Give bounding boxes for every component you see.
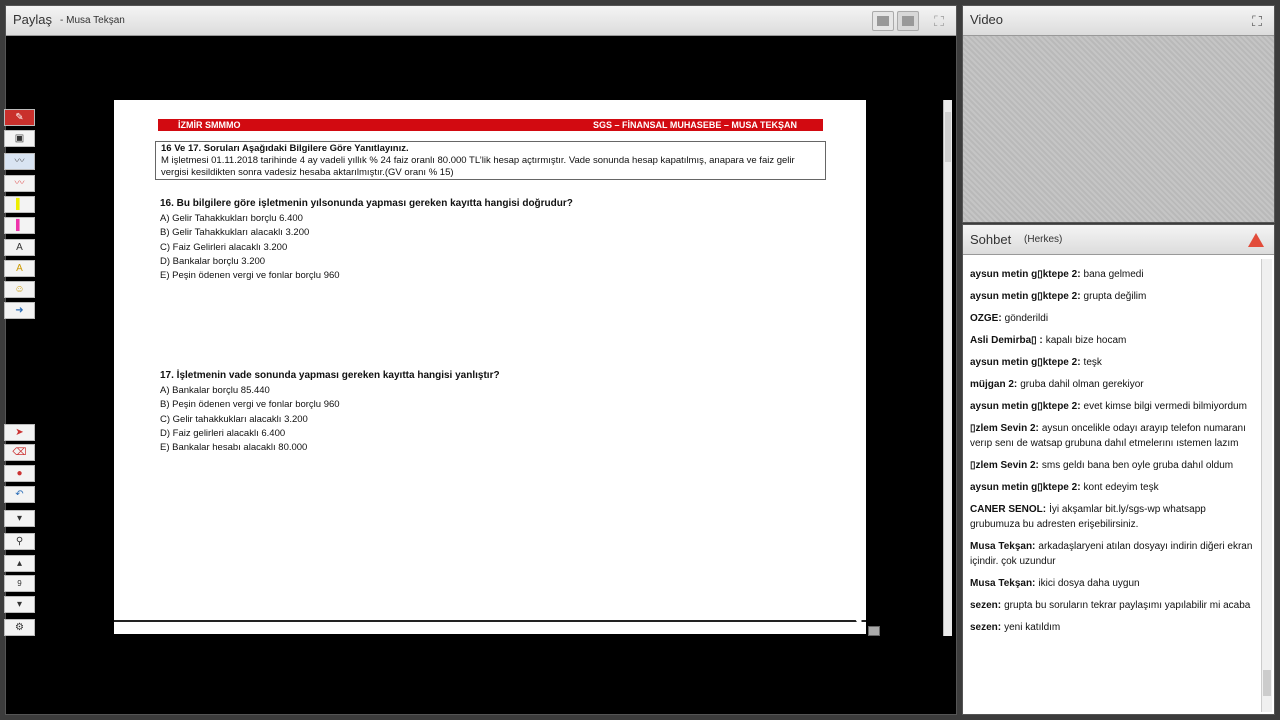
message-sender: Asli Demirba▯ : bbox=[970, 335, 1043, 346]
text-tool-icon[interactable]: A bbox=[4, 239, 35, 256]
option: D) Faiz gelirleri alacaklı 6.400 bbox=[160, 427, 286, 439]
fullscreen-icon[interactable]: ⛶ bbox=[934, 13, 944, 29]
option: B) Peşin ödenen vergi ve fonlar borçlu 960 bbox=[160, 399, 340, 411]
message-sender: sezen: bbox=[970, 600, 1002, 611]
chat-message bbox=[970, 620, 1255, 635]
pink-marker-icon[interactable]: ▌ bbox=[4, 217, 35, 234]
presenter-cursor-icon bbox=[868, 626, 880, 636]
document-page bbox=[114, 100, 866, 634]
pointer-tool-icon[interactable]: ➤ bbox=[4, 424, 35, 441]
emoji-icon[interactable]: ☺ bbox=[4, 281, 35, 298]
fit-width-icon bbox=[877, 16, 889, 26]
option: E) Bankalar hesabı alacaklı 80.000 bbox=[160, 442, 308, 454]
message-text: grupta değilim bbox=[1083, 291, 1147, 302]
chat-message bbox=[970, 289, 1255, 304]
message-sender: müjgan 2: bbox=[970, 379, 1018, 390]
chat-message bbox=[970, 598, 1255, 613]
fit-page-button[interactable] bbox=[897, 11, 919, 31]
banner-right: SGS – FİNANSAL MUHASEBE – MUSA TEKŞAN bbox=[592, 120, 797, 130]
menu-dropdown-icon[interactable]: ▾ bbox=[4, 510, 35, 527]
page-up-icon[interactable]: ▴ bbox=[4, 555, 35, 572]
question-17 bbox=[160, 369, 500, 455]
settings-icon[interactable]: ⚙ bbox=[4, 619, 35, 636]
chat-scrollbar-thumb[interactable] bbox=[1263, 670, 1271, 696]
page-divider bbox=[114, 620, 866, 622]
banner-left: İZMİR SMMMO bbox=[178, 120, 241, 130]
message-text: evet kimse bilgi vermedi bilmiyordum bbox=[1083, 401, 1247, 412]
chat-message bbox=[970, 480, 1255, 495]
message-text: bana gelmedi bbox=[1083, 269, 1144, 280]
message-text: gönderildi bbox=[1004, 313, 1049, 324]
fullscreen-icon[interactable]: ⛶ bbox=[1252, 13, 1262, 29]
message-text: aysun oncelikle odayı arayıp telefon numaranı verıp senı de watsap grubuna dahıl etmelerını ıstemen lazım bbox=[970, 423, 1246, 449]
video-pod-header bbox=[963, 6, 1274, 36]
question-17-text: 17. İşletmenin vade sonunda yapması gereken kayıtta hangisi yanlıştır? bbox=[160, 370, 500, 381]
chat-pod bbox=[962, 224, 1275, 715]
option: A) Gelir Tahakkukları borçlu 6.400 bbox=[160, 213, 303, 225]
message-sender: Musa Tekşan: bbox=[970, 541, 1036, 552]
video-pod-title: Video bbox=[970, 12, 1004, 27]
yellow-marker-icon[interactable]: ▌ bbox=[4, 196, 35, 213]
message-sender: ▯zlem Sevin 2: bbox=[970, 423, 1039, 434]
save-icon[interactable]: ▣ bbox=[4, 130, 35, 147]
option: C) Gelir tahakkukları alacaklı 3.200 bbox=[160, 413, 308, 425]
chat-message bbox=[970, 267, 1255, 282]
message-text: sms geldı bana ben oyle gruba dahıl oldum bbox=[1041, 460, 1234, 471]
message-text: kapalı bize hocam bbox=[1045, 335, 1127, 346]
message-text: gruba dahil olman gerekiyor bbox=[1020, 379, 1144, 390]
info-box-heading: 16 Ve 17. Soruları Aşağıdaki Bilgilere Göre Yanıtlayınız. bbox=[161, 143, 409, 154]
message-sender: aysun metin g▯ktepe 2: bbox=[970, 269, 1081, 280]
message-sender: Musa Tekşan: bbox=[970, 578, 1036, 589]
page-number[interactable]: 9 bbox=[4, 575, 35, 592]
message-sender: sezen: bbox=[970, 622, 1002, 633]
document-scrollbar[interactable] bbox=[943, 100, 952, 636]
page-down-icon[interactable]: ▾ bbox=[4, 596, 35, 613]
pen-tool-icon[interactable]: ✎ bbox=[4, 109, 35, 126]
highlighter-icon[interactable]: 〰 bbox=[4, 153, 35, 170]
info-box bbox=[155, 141, 826, 180]
chat-message bbox=[970, 333, 1255, 348]
arrow-icon[interactable]: ➜ bbox=[4, 302, 35, 319]
message-text: teşk bbox=[1083, 357, 1102, 368]
option: C) Faiz Gelirleri alacaklı 3.200 bbox=[160, 241, 288, 253]
fit-width-button[interactable] bbox=[872, 11, 894, 31]
eraser-icon[interactable]: ⌫ bbox=[4, 444, 35, 461]
message-sender: aysun metin g▯ktepe 2: bbox=[970, 291, 1081, 302]
message-sender: CANER SENOL: bbox=[970, 504, 1047, 515]
message-sender: aysun metin g▯ktepe 2: bbox=[970, 401, 1081, 412]
chat-scope[interactable]: ( Herkes ) bbox=[1024, 234, 1062, 245]
stamp-icon[interactable]: A bbox=[4, 260, 35, 277]
message-text: grupta bu soruların tekrar paylaşımı yapılabilir mi acaba bbox=[1004, 600, 1251, 611]
option: B) Gelir Tahakkukları alacaklı 3.200 bbox=[160, 227, 310, 239]
undo-icon[interactable]: ↶ bbox=[4, 486, 35, 503]
chat-message bbox=[970, 399, 1255, 414]
option: A) Bankalar borçlu 85.440 bbox=[160, 385, 270, 397]
share-pod-title: Paylaş bbox=[13, 12, 53, 27]
document-banner bbox=[158, 119, 823, 131]
fit-page-icon bbox=[902, 16, 914, 26]
message-sender: OZGE: bbox=[970, 313, 1002, 324]
message-text: kont edeyim teşk bbox=[1083, 482, 1159, 493]
clear-icon[interactable]: ● bbox=[4, 465, 35, 482]
chat-message bbox=[970, 311, 1255, 326]
question-16 bbox=[160, 197, 573, 283]
message-text: ikici dosya daha uygun bbox=[1038, 578, 1140, 589]
message-text: İyi akşamlar bit.ly/sgs-wp whatsapp grubumuza bu adresten erişebilirsiniz. bbox=[970, 504, 1206, 530]
chat-message bbox=[970, 502, 1255, 532]
chat-title: Sohbet bbox=[970, 232, 1012, 247]
chat-message bbox=[970, 421, 1255, 451]
chat-message bbox=[970, 377, 1255, 392]
chat-message bbox=[970, 458, 1255, 473]
share-pod-header bbox=[6, 6, 956, 36]
presenter-name: - Musa Tekşan bbox=[60, 15, 125, 26]
chat-message-list bbox=[970, 267, 1255, 642]
chat-header bbox=[963, 225, 1274, 255]
video-pod bbox=[962, 5, 1275, 223]
message-sender: ▯zlem Sevin 2: bbox=[970, 460, 1039, 471]
chat-message bbox=[970, 539, 1255, 569]
message-text: arkadaşlaryeni atılan dosyayı indirin diğeri ekran içindir. çok uzundur bbox=[970, 541, 1253, 567]
message-text: yeni katıldım bbox=[1004, 622, 1061, 633]
option: D) Bankalar borçlu 3.200 bbox=[160, 255, 266, 267]
pencil-icon[interactable]: 〰 bbox=[4, 175, 35, 192]
chat-message bbox=[970, 355, 1255, 370]
chat-message bbox=[970, 576, 1255, 591]
chat-scrollbar[interactable] bbox=[1261, 259, 1272, 712]
scrollbar-thumb[interactable] bbox=[945, 112, 951, 162]
message-sender: aysun metin g▯ktepe 2: bbox=[970, 357, 1081, 368]
zoom-icon[interactable]: ⚲ bbox=[4, 533, 35, 550]
question-16-text: 16. Bu bilgilere göre işletmenin yılsonunda yapması gereken kayıtta hangisi doğrudur? bbox=[160, 198, 573, 209]
message-sender: aysun metin g▯ktepe 2: bbox=[970, 482, 1081, 493]
option: E) Peşin ödenen vergi ve fonlar borçlu 960 bbox=[160, 270, 340, 282]
warning-icon[interactable] bbox=[1248, 233, 1264, 247]
info-box-text: M işletmesi 01.11.2018 tarihinde 4 ay vadeli yıllık % 24 faiz oranlı 80.000 TL’lik hesap açtırmıştır. Vade sonunda hesap kapatılmış, anapara ve faiz gelir vergisi kesildikten sonra vadesiz hesaba aktarılmıştır.(GV oranı % 15) bbox=[161, 155, 795, 178]
